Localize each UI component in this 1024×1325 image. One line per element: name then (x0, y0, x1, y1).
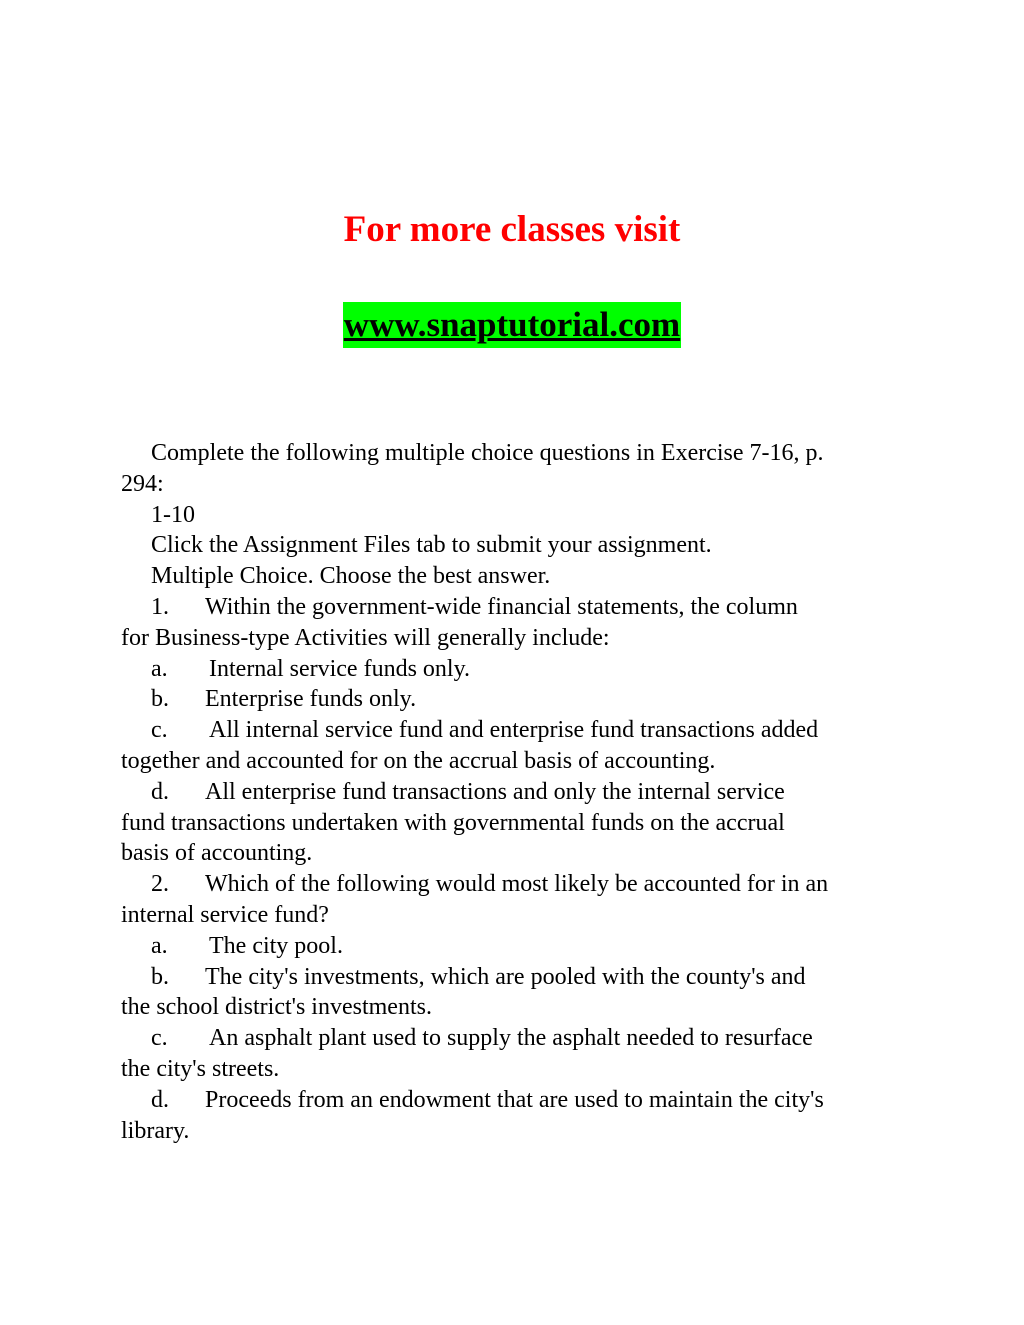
q2-option-d (121, 1085, 911, 1116)
option-text: All internal service fund and enterprise fund transactions added (209, 717, 819, 744)
q2-option-d-cont: library. (121, 1117, 190, 1144)
promo-link-wrapper (0, 302, 1024, 348)
option-text: All enterprise fund transactions and only the internal service (205, 778, 785, 805)
q2-option-b (121, 962, 911, 993)
option-label: c. (151, 717, 168, 744)
promo-title: For more classes visit (343, 209, 681, 250)
option-text: Enterprise funds only. (205, 686, 417, 713)
intro-line: Complete the following multiple choice questions in Exercise 7-16, p. (151, 440, 824, 466)
q1-option-d-cont2: basis of accounting. (121, 840, 313, 867)
option-text: An asphalt plant used to supply the asphalt needed to resurface (209, 1025, 813, 1052)
question-2 (121, 869, 911, 900)
option-label: d. (151, 1086, 169, 1113)
q1-option-d (121, 777, 911, 808)
question-1-cont: for Business-type Activities will generally include: (121, 624, 610, 651)
question-2-cont: internal service fund? (121, 901, 329, 928)
option-text: Internal service funds only. (209, 655, 471, 682)
q2-option-b-cont: the school district's investments. (121, 994, 432, 1021)
q1-option-c (121, 715, 911, 746)
q2-option-c-cont: the city's streets. (121, 1055, 280, 1082)
option-label: a. (151, 932, 168, 959)
option-text: Proceeds from an endowment that are used to maintain the city's (205, 1086, 824, 1113)
q2-option-a (121, 931, 911, 962)
option-label: d. (151, 778, 169, 805)
mc-heading: Multiple Choice. Choose the best answer. (151, 563, 551, 590)
question-range: 1-10 (151, 501, 195, 528)
option-label: b. (151, 963, 169, 990)
option-label: c. (151, 1025, 168, 1052)
document-body (121, 438, 911, 1146)
promo-link[interactable]: www.snaptutorial.com (343, 302, 681, 348)
question-text: Which of the following would most likely be accounted for in an (205, 871, 829, 898)
option-text: The city pool. (209, 932, 343, 959)
option-label: b. (151, 686, 169, 713)
q2-option-c (121, 1023, 911, 1054)
q1-option-b (121, 684, 911, 715)
q1-option-c-cont: together and accounted for on the accrual basis of accounting. (121, 747, 716, 774)
question-number: 2. (151, 871, 169, 898)
option-label: a. (151, 655, 168, 682)
q1-option-d-cont: fund transactions undertaken with governmental funds on the accrual (121, 809, 785, 836)
intro-line-cont: 294: (121, 470, 164, 497)
instruction-line: Click the Assignment Files tab to submit your assignment. (151, 532, 712, 559)
option-text: The city's investments, which are pooled with the county's and (205, 963, 806, 990)
question-1 (121, 592, 911, 623)
question-text: Within the government-wide financial statements, the column (205, 593, 798, 620)
q1-option-a (121, 654, 911, 685)
question-number: 1. (151, 593, 169, 620)
